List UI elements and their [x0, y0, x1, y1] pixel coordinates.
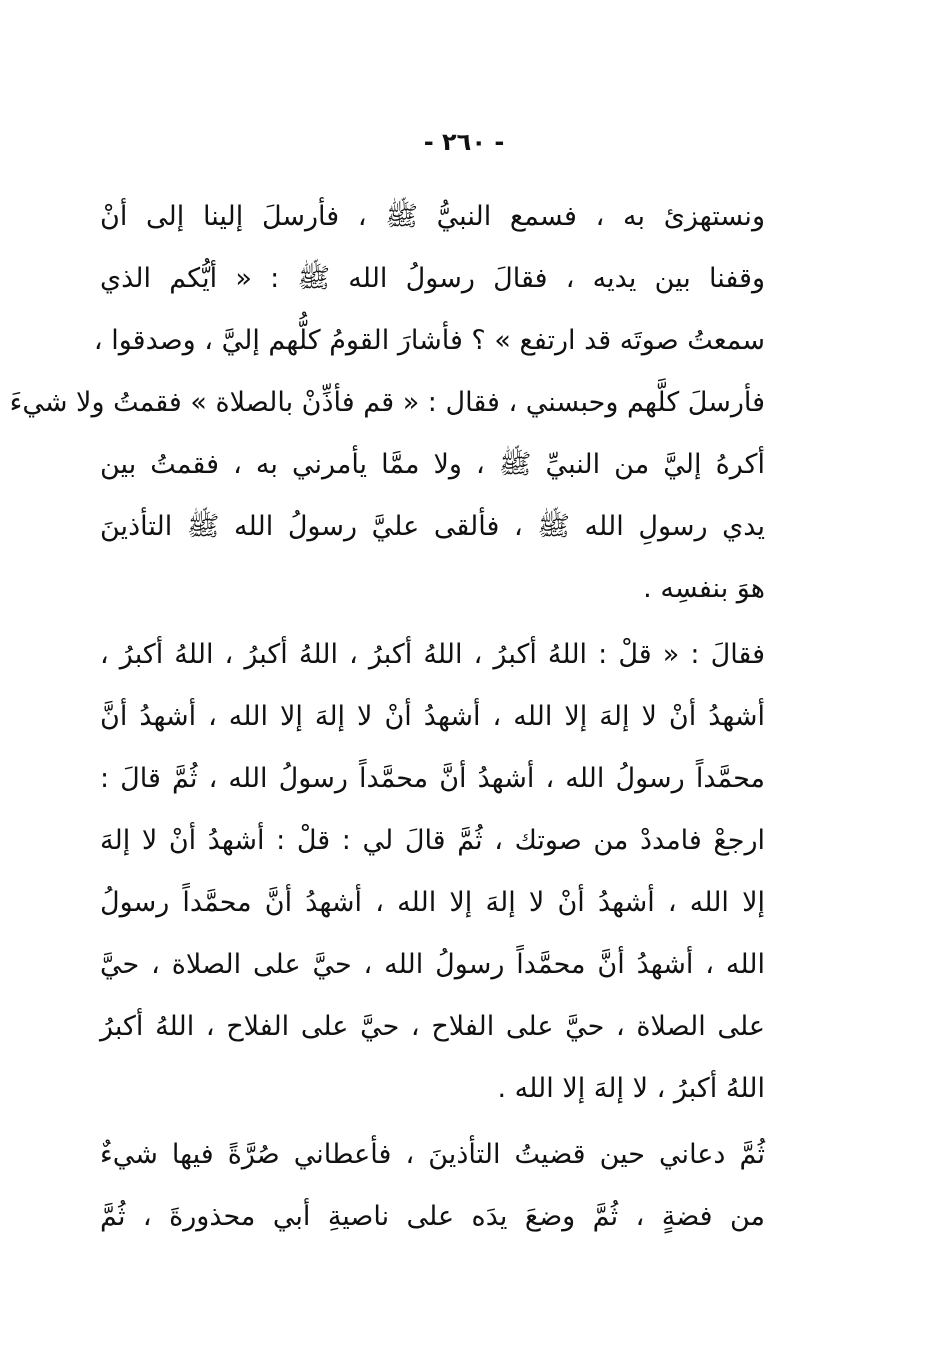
- text-line: الله ، أشهدُ أنَّ محمَّداً رسولُ الله ، حيَّ على الصلاة ، حيَّ: [100, 949, 765, 980]
- text-line: فقالَ : « قلْ : اللهُ أكبرُ ، اللهُ أكبرُ ، اللهُ أكبرُ ، اللهُ أكبرُ ،: [100, 639, 765, 670]
- text-line: سمعتُ صوتَه قد ارتفع » ؟ فأشارَ القومُ كلُّهم إليَّ ، وصدقوا ،: [93, 325, 765, 356]
- text-line: محمَّداً رسولُ الله ، أشهدُ أنَّ محمَّداً رسولُ الله ، ثُمَّ قالَ :: [100, 763, 765, 794]
- text-line: على الصلاة ، حيَّ على الفلاح ، حيَّ على الفلاح ، اللهُ أكبرُ: [100, 1011, 765, 1042]
- text-line: وقفنا بين يديه ، فقالَ رسولُ الله ﷺ : « أيُّكم الذي: [100, 263, 765, 294]
- text-line: من فضةٍ ، ثُمَّ وضعَ يدَه على ناصيةِ أبي محذورةَ ، ثُمَّ: [100, 1201, 765, 1232]
- text-line: ارجعْ فامددْ من صوتك ، ثُمَّ قالَ لي : قلْ : أشهدُ أنْ لا إلهَ: [100, 825, 765, 856]
- text-line: اللهُ أكبرُ ، لا إلهَ إلا الله .: [497, 1073, 765, 1104]
- text-line: أشهدُ أنْ لا إلهَ إلا الله ، أشهدُ أنْ لا إلهَ إلا الله ، أشهدُ أنَّ: [100, 701, 765, 732]
- paragraph-3: [100, 1124, 765, 1248]
- text-line: يدي رسولِ الله ﷺ ، فألقى عليَّ رسولُ الله ﷺ التأذينَ: [100, 511, 765, 542]
- page-number: - ٢٦٠ -: [423, 128, 505, 156]
- text-line: ثُمَّ دعاني حين قضيتُ التأذينَ ، فأعطاني صُرَّةً فيها شيءٌ: [100, 1139, 765, 1170]
- text-line: أكرهُ إليَّ من النبيِّ ﷺ ، ولا ممَّا يأمرني به ، فقمتُ بين: [100, 449, 765, 480]
- text-line: ونستهزئ به ، فسمع النبيُّ ﷺ ، فأرسلَ إلينا إلى أنْ: [100, 201, 765, 232]
- text-line: فأرسلَ كلَّهم وحبسني ، فقال : « قم فأذِّنْ بالصلاة » فقمتُ ولا شيءَ: [9, 387, 765, 418]
- text-line: إلا الله ، أشهدُ أنْ لا إلهَ إلا الله ، أشهدُ أنَّ محمَّداً رسولُ: [100, 887, 765, 918]
- paragraph-1: [9, 186, 765, 620]
- text-line: هوَ بنفسِه .: [643, 573, 765, 604]
- paragraph-2: [100, 624, 765, 1120]
